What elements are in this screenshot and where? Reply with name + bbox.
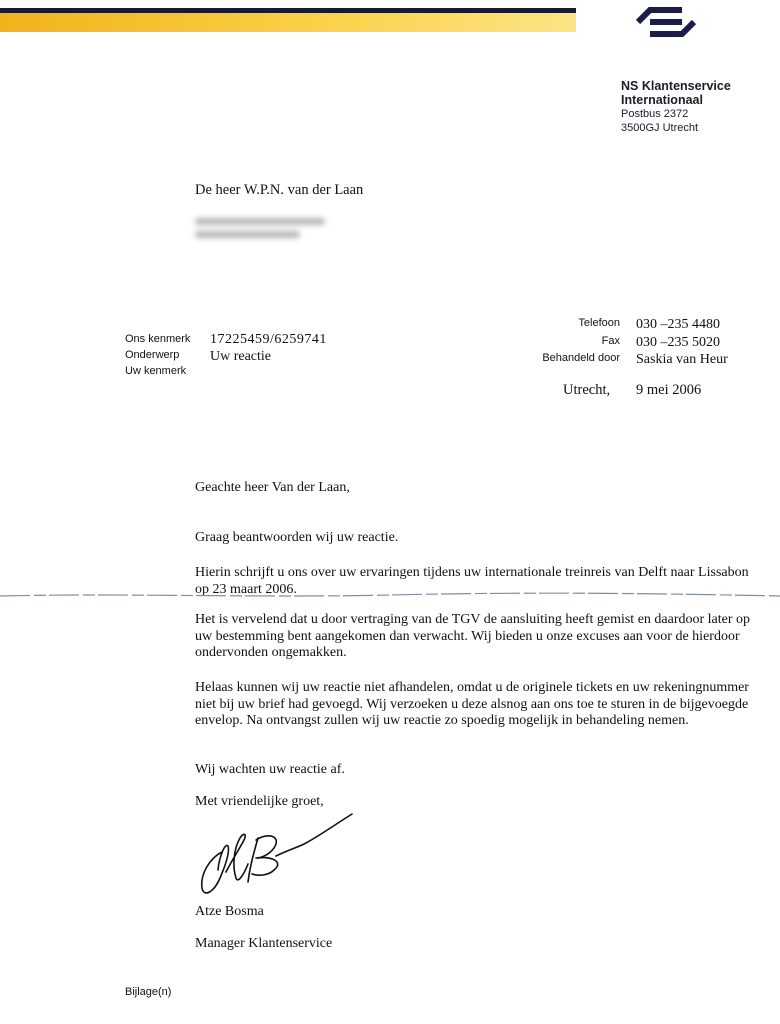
- reference-values: [210, 331, 327, 365]
- sender-postcode-city: 3500GJ Utrecht: [621, 122, 699, 134]
- date-value: 9 mei 2006: [636, 382, 702, 398]
- label-uw-kenmerk: Uw kenmerk: [125, 365, 187, 377]
- value-telefoon: 030 –235 4480: [636, 317, 720, 332]
- sender-address: [621, 79, 731, 135]
- salutation: Geachte heer Van der Laan,: [195, 480, 350, 495]
- vervelend-paragraph: Het is vervelend dat u door vertraging van de TGV de aansluiting heeft gemist en daardoor later op uw bestemming bent aangekomen dan verwacht. Wij bieden u onze excuses aan voor de hierdoor ondervonden ongemakken.: [195, 612, 751, 660]
- reference-labels: [125, 331, 190, 379]
- label-telefoon: Telefoon: [578, 317, 620, 329]
- value-ons-kenmerk: 17225459/6259741: [210, 332, 327, 347]
- signer-name: Atze Bosma: [195, 904, 264, 919]
- recipient-name: De heer W.P.N. van der Laan: [195, 182, 364, 198]
- sender-name-line1: NS Klantenservice: [621, 79, 731, 93]
- sender-name-line2: Internationaal: [621, 93, 703, 107]
- date-city: Utrecht,: [563, 382, 611, 398]
- ns-logo-icon: [632, 4, 700, 40]
- recipient-address-redacted: [195, 218, 325, 248]
- letterhead-band: [0, 8, 576, 32]
- handwritten-signature: [192, 808, 362, 898]
- wachten-paragraph: Wij wachten uw reactie af.: [195, 762, 345, 777]
- label-behandeld-door: Behandeld door: [542, 352, 620, 364]
- closing-greeting: Met vriendelijke groet,: [195, 794, 324, 809]
- value-onderwerp: Uw reactie: [210, 349, 272, 364]
- signer-role: Manager Klantenservice: [195, 936, 333, 951]
- bijlage-label: Bijlage(n): [125, 986, 172, 998]
- letterhead-band-yellow: [0, 13, 576, 32]
- sender-postbus: Postbus 2372: [621, 108, 689, 120]
- contact-labels: [490, 315, 620, 368]
- scan-fold-line: [0, 590, 780, 600]
- value-behandeld-door: Saskia van Heur: [636, 352, 728, 367]
- value-fax: 030 –235 5020: [636, 334, 720, 350]
- label-onderwerp: Onderwerp: [125, 349, 180, 361]
- helaas-paragraph: Helaas kunnen wij uw reactie niet afhandelen, omdat u de originele tickets en uw rekeningnummer niet bij uw brief had gevoegd. Wij verzoeken u deze alsnog aan ons toe te sturen in de bijgevoegde envelop. Na ontvangst zullen wij uw reactie zo spoedig mogelijk in behandeling nemen.: [195, 680, 749, 728]
- hierin-paragraph: Hierin schrijft u ons over uw ervaringen tijdens uw internationale treinreis van Delft naar Lissabon op 23 maart 2006.: [195, 565, 749, 597]
- label-ons-kenmerk: Ons kenmerk: [125, 333, 191, 345]
- contact-values: [636, 316, 728, 369]
- intro-paragraph: Graag beantwoorden wij uw reactie.: [195, 530, 399, 545]
- label-fax: Fax: [601, 334, 620, 347]
